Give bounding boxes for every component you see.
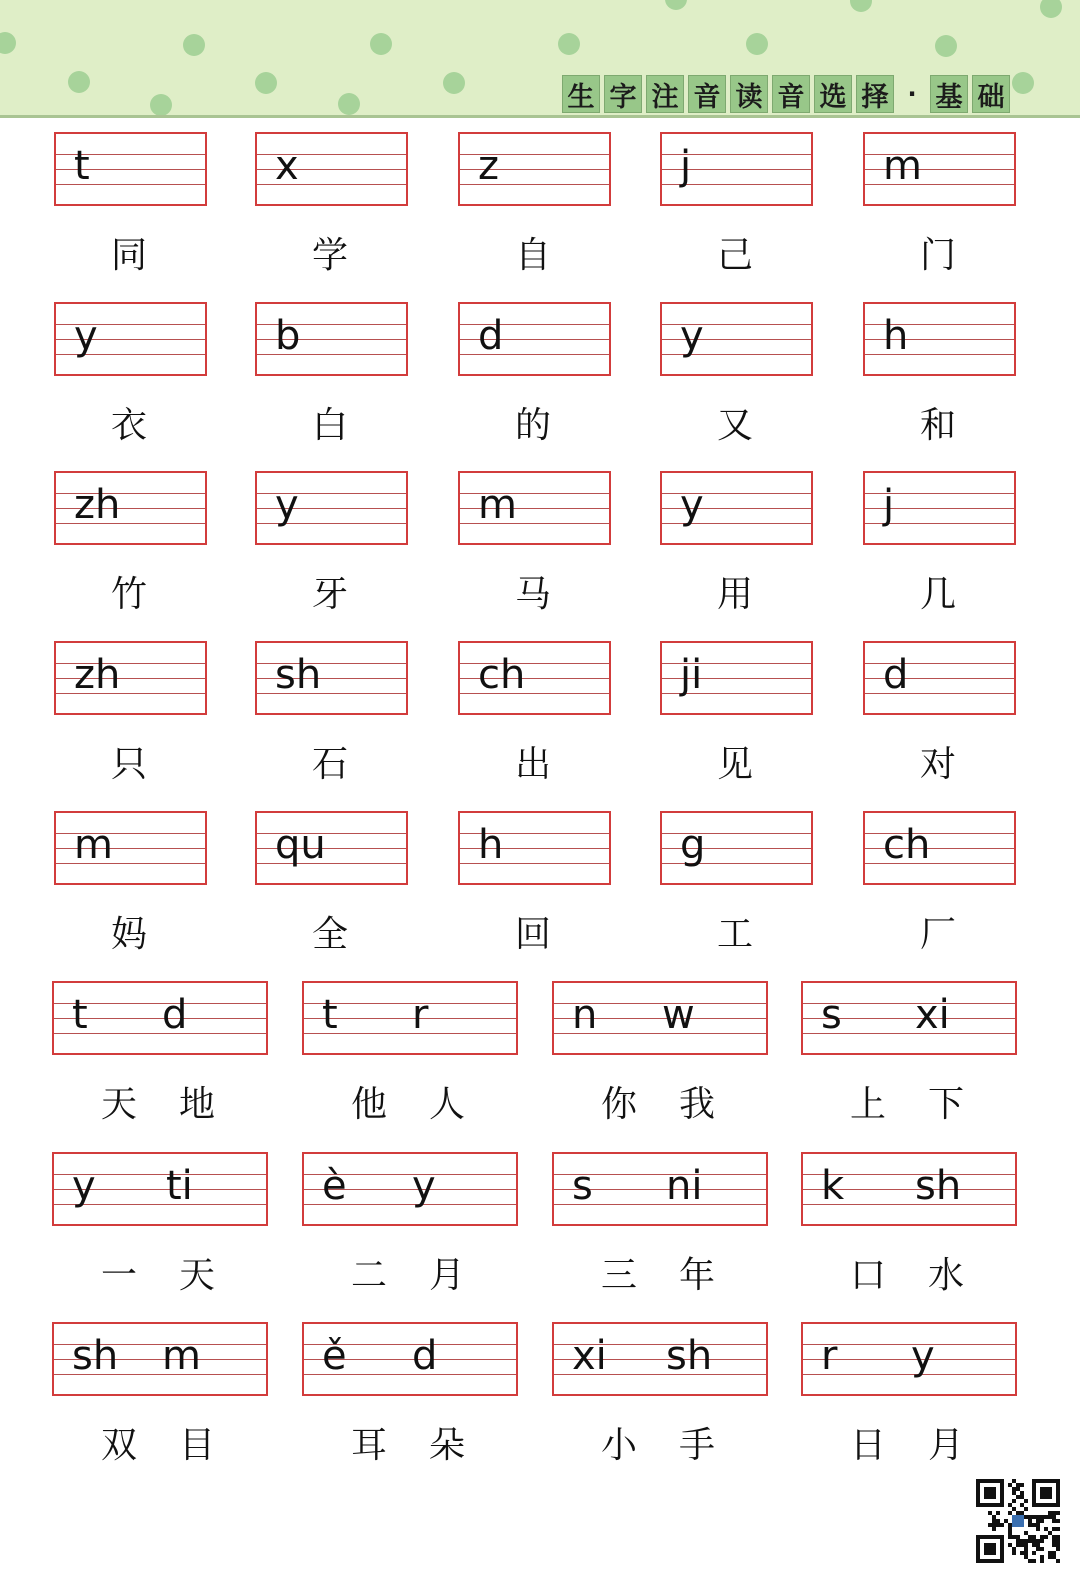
qr-module (1052, 1519, 1056, 1523)
pinyin-initial: ch (883, 822, 931, 868)
qr-module (1044, 1527, 1048, 1531)
qr-module (1012, 1547, 1016, 1551)
qr-module (1040, 1515, 1044, 1519)
qr-module (1040, 1539, 1044, 1543)
hanzi-character: 衣 (110, 405, 147, 446)
qr-module (992, 1527, 996, 1531)
hanzi-character: 全 (311, 914, 348, 955)
qr-module (1020, 1495, 1024, 1499)
pinyin-writing-box[interactable] (255, 471, 408, 545)
pinyin-initial: d (478, 313, 504, 359)
qr-module (1024, 1499, 1028, 1503)
qr-module (1020, 1511, 1024, 1515)
title-separator: · (907, 80, 917, 108)
hanzi-character: 上 (849, 1084, 886, 1125)
pinyin-initial: zh (74, 482, 121, 528)
qr-module (1052, 1511, 1056, 1515)
hanzi-character: 我 (678, 1084, 715, 1125)
qr-module (1008, 1531, 1012, 1535)
hanzi-character: 二 (350, 1255, 387, 1296)
qr-module (1008, 1503, 1012, 1507)
pinyin-initial: y (275, 482, 299, 528)
qr-module (1028, 1523, 1032, 1527)
pinyin-initial: r (821, 1333, 838, 1379)
pinyin-initial: j (680, 143, 692, 189)
pinyin-writing-box[interactable] (660, 471, 813, 545)
qr-module (1012, 1551, 1016, 1555)
qr-module (988, 1511, 992, 1515)
pinyin-writing-box[interactable] (458, 641, 611, 715)
qr-module (1004, 1519, 1008, 1523)
qr-module (1028, 1539, 1032, 1543)
hanzi-character: 己 (716, 235, 753, 276)
qr-module (1040, 1519, 1044, 1523)
pinyin-writing-box[interactable] (801, 981, 1017, 1055)
pinyin-initial: m (74, 822, 113, 868)
pinyin-initial: ji (680, 652, 703, 698)
hanzi-character: 小 (600, 1425, 637, 1466)
hanzi-character: 牙 (311, 574, 348, 615)
pinyin-initial: d (412, 1333, 438, 1379)
pinyin-initial: y (412, 1163, 436, 1209)
pinyin-initial: m (883, 143, 922, 189)
qr-module (1020, 1491, 1024, 1495)
qr-module (1052, 1515, 1056, 1519)
qr-module (1048, 1551, 1052, 1555)
pinyin-writing-box[interactable] (255, 641, 408, 715)
qr-module (1048, 1531, 1052, 1535)
pinyin-initial: xi (572, 1333, 607, 1379)
pinyin-writing-box[interactable] (801, 1322, 1017, 1396)
pinyin-writing-box[interactable] (660, 811, 813, 885)
pinyin-writing-box[interactable] (255, 811, 408, 885)
hanzi-character: 日 (849, 1425, 886, 1466)
hanzi-character: 又 (716, 405, 753, 446)
qr-module (1008, 1535, 1012, 1539)
pinyin-initial: t (74, 143, 90, 189)
pinyin-writing-box[interactable] (863, 641, 1016, 715)
pinyin-initial: z (478, 143, 499, 189)
qr-module (1000, 1523, 1004, 1527)
qr-module (1020, 1543, 1024, 1547)
hanzi-character: 白 (311, 405, 348, 446)
pinyin-initial: n (572, 992, 598, 1038)
qr-module (1036, 1547, 1040, 1551)
hanzi-character: 用 (716, 574, 753, 615)
qr-module (1056, 1539, 1060, 1543)
hanzi-character: 双 (100, 1425, 137, 1466)
pinyin-initial: ě (322, 1333, 347, 1379)
pinyin-initial: g (680, 822, 706, 868)
pinyin-writing-box[interactable] (54, 471, 207, 545)
hanzi-character: 人 (428, 1084, 465, 1125)
hanzi-character: 一 (100, 1255, 137, 1296)
hanzi-character: 自 (514, 235, 551, 276)
qr-module (1024, 1555, 1028, 1559)
hanzi-character: 水 (927, 1255, 964, 1296)
pinyin-initial: y (680, 482, 704, 528)
hanzi-character: 门 (919, 235, 956, 276)
title-char: 音 (772, 75, 810, 113)
pinyin-initial: m (478, 482, 517, 528)
pinyin-initial: qu (275, 822, 326, 868)
qr-module (1024, 1547, 1028, 1551)
hanzi-character: 见 (716, 744, 753, 785)
pinyin-initial: m (162, 1333, 201, 1379)
pinyin-writing-box[interactable] (552, 981, 768, 1055)
qr-module (1008, 1483, 1012, 1487)
pinyin-initial: w (662, 992, 695, 1038)
qr-module (996, 1519, 1000, 1523)
pinyin-initial: y (72, 1163, 96, 1209)
pinyin-writing-box[interactable] (552, 1322, 768, 1396)
qr-module (992, 1515, 996, 1519)
qr-module (1048, 1555, 1052, 1559)
pinyin-writing-box[interactable] (863, 471, 1016, 545)
qr-module (1020, 1503, 1024, 1507)
qr-module (1020, 1483, 1024, 1487)
qr-module (1036, 1515, 1040, 1519)
qr-module (1024, 1543, 1028, 1547)
title-char: 音 (688, 75, 726, 113)
qr-module (1048, 1515, 1052, 1519)
hanzi-character: 天 (178, 1255, 215, 1296)
pinyin-initial: ti (166, 1163, 193, 1209)
qr-module (1032, 1535, 1036, 1539)
qr-module (1032, 1515, 1036, 1519)
pinyin-initial: x (275, 143, 299, 189)
subtitle-char: 基 (930, 75, 968, 113)
subtitle-char: 础 (972, 75, 1010, 113)
pinyin-writing-box[interactable] (52, 981, 268, 1055)
qr-module (1028, 1559, 1032, 1563)
pinyin-initial: sh (666, 1333, 713, 1379)
pinyin-writing-box[interactable] (52, 1152, 268, 1226)
qr-module (1016, 1483, 1020, 1487)
qr-module (1044, 1515, 1048, 1519)
qr-module (1052, 1543, 1056, 1547)
qr-module (1012, 1491, 1016, 1495)
qr-module (1016, 1511, 1020, 1515)
hanzi-character: 同 (110, 235, 147, 276)
qr-module (1056, 1511, 1060, 1515)
pinyin-initial: ni (666, 1163, 703, 1209)
hanzi-character: 你 (600, 1084, 637, 1125)
qr-module (1024, 1507, 1028, 1511)
qr-module (996, 1511, 1000, 1515)
qr-module (1040, 1487, 1052, 1499)
qr-module (1008, 1543, 1012, 1547)
hanzi-character: 目 (178, 1425, 215, 1466)
title-char: 选 (814, 75, 852, 113)
qr-module (1024, 1551, 1028, 1555)
pinyin-writing-box[interactable] (255, 302, 408, 376)
hanzi-character: 出 (514, 744, 551, 785)
hanzi-character: 和 (919, 405, 956, 446)
hanzi-character: 他 (350, 1084, 387, 1125)
pinyin-initial: sh (72, 1333, 119, 1379)
hanzi-character: 对 (919, 744, 956, 785)
hanzi-character: 下 (927, 1084, 964, 1125)
qr-module (1056, 1547, 1060, 1551)
qr-module (1036, 1519, 1040, 1523)
qr-module (1024, 1531, 1028, 1535)
qr-module (992, 1519, 996, 1523)
pinyin-writing-box[interactable] (302, 1322, 518, 1396)
qr-module (1032, 1551, 1036, 1555)
qr-module (1016, 1543, 1020, 1547)
pinyin-writing-box[interactable] (302, 981, 518, 1055)
pinyin-initial: h (478, 822, 504, 868)
qr-module (1048, 1511, 1052, 1515)
pinyin-writing-box[interactable] (863, 302, 1016, 376)
pinyin-writing-box[interactable] (458, 811, 611, 885)
qr-module (1016, 1539, 1020, 1543)
qr-module (1040, 1559, 1044, 1563)
hanzi-character: 月 (927, 1425, 964, 1466)
qr-module (1008, 1511, 1012, 1515)
pinyin-writing-box[interactable] (255, 132, 408, 206)
hanzi-character: 竹 (110, 574, 147, 615)
qr-module (1012, 1487, 1016, 1491)
hanzi-character: 只 (110, 744, 147, 785)
hanzi-character: 几 (919, 574, 956, 615)
pinyin-writing-box[interactable] (660, 302, 813, 376)
pinyin-initial: h (883, 313, 909, 359)
qr-module (1012, 1479, 1016, 1483)
pinyin-initial: y (680, 313, 704, 359)
qr-module (1052, 1551, 1056, 1555)
qr-module (1032, 1559, 1036, 1563)
qr-module (1012, 1499, 1016, 1503)
title-char: 字 (604, 75, 642, 113)
hanzi-character: 的 (514, 405, 551, 446)
qr-module (1040, 1555, 1044, 1559)
pinyin-initial: s (572, 1163, 593, 1209)
qr-module (1020, 1539, 1024, 1543)
pinyin-initial: zh (74, 652, 121, 698)
qr-module (1036, 1539, 1040, 1543)
qr-module (1040, 1535, 1044, 1539)
title-char: 生 (562, 75, 600, 113)
hanzi-character: 厂 (919, 914, 956, 955)
qr-module (1044, 1535, 1048, 1539)
hanzi-character: 耳 (350, 1425, 387, 1466)
title-char: 择 (856, 75, 894, 113)
pinyin-writing-box[interactable] (552, 1152, 768, 1226)
hanzi-character: 口 (849, 1255, 886, 1296)
qr-code (976, 1479, 1060, 1563)
qr-module (1008, 1527, 1012, 1531)
pinyin-initial: sh (275, 652, 322, 698)
pinyin-writing-box[interactable] (52, 1322, 268, 1396)
qr-module (1028, 1519, 1032, 1523)
pinyin-initial: j (883, 482, 895, 528)
pinyin-initial: t (322, 992, 338, 1038)
pinyin-initial: k (821, 1163, 845, 1209)
title-char: 读 (730, 75, 768, 113)
qr-module (1028, 1515, 1032, 1519)
qr-module (1012, 1515, 1024, 1527)
hanzi-character: 马 (514, 574, 551, 615)
qr-module (1012, 1507, 1016, 1511)
pinyin-writing-box[interactable] (458, 302, 611, 376)
hanzi-character: 月 (428, 1255, 465, 1296)
pinyin-initial: xi (915, 992, 950, 1038)
pinyin-writing-box[interactable] (801, 1152, 1017, 1226)
hanzi-character: 石 (311, 744, 348, 785)
pinyin-writing-box[interactable] (458, 471, 611, 545)
qr-module (1032, 1539, 1036, 1543)
pinyin-writing-box[interactable] (54, 302, 207, 376)
pinyin-initial: t (72, 992, 88, 1038)
hanzi-character: 朵 (428, 1425, 465, 1466)
pinyin-initial: y (74, 313, 98, 359)
pinyin-initial: d (162, 992, 188, 1038)
qr-module (984, 1487, 996, 1499)
pinyin-writing-box[interactable] (863, 132, 1016, 206)
pinyin-writing-box[interactable] (54, 132, 207, 206)
qr-module (1028, 1535, 1032, 1539)
title-char: 注 (646, 75, 684, 113)
qr-module (1016, 1495, 1020, 1499)
qr-module (1056, 1527, 1060, 1531)
qr-module (1032, 1523, 1036, 1527)
hanzi-character: 地 (178, 1084, 215, 1125)
pinyin-writing-box[interactable] (660, 132, 813, 206)
qr-module (1024, 1539, 1028, 1543)
hanzi-character: 年 (678, 1255, 715, 1296)
pinyin-initial: y (911, 1333, 935, 1379)
qr-module (984, 1543, 996, 1555)
qr-module (1040, 1547, 1044, 1551)
qr-module (1056, 1559, 1060, 1563)
qr-module (1052, 1535, 1056, 1539)
hanzi-character: 妈 (110, 914, 147, 955)
hanzi-character: 三 (600, 1255, 637, 1296)
pinyin-initial: sh (915, 1163, 962, 1209)
pinyin-initial: d (883, 652, 909, 698)
pinyin-writing-box[interactable] (660, 641, 813, 715)
qr-module (1056, 1535, 1060, 1539)
qr-module (1052, 1555, 1056, 1559)
qr-module (1052, 1539, 1056, 1543)
qr-module (1052, 1527, 1056, 1531)
pinyin-initial: ch (478, 652, 526, 698)
qr-module (1016, 1535, 1020, 1539)
qr-module (1036, 1527, 1040, 1531)
pinyin-initial: s (821, 992, 842, 1038)
pinyin-writing-box[interactable] (458, 132, 611, 206)
hanzi-character: 手 (678, 1425, 715, 1466)
hanzi-character: 天 (100, 1084, 137, 1125)
qr-module (1036, 1543, 1040, 1547)
pinyin-writing-box[interactable] (54, 641, 207, 715)
qr-module (992, 1523, 996, 1527)
pinyin-initial: r (412, 992, 429, 1038)
pinyin-initial: b (275, 313, 301, 359)
pinyin-writing-box[interactable] (54, 811, 207, 885)
hanzi-character: 学 (311, 235, 348, 276)
qr-module (1012, 1535, 1016, 1539)
qr-module (1020, 1551, 1024, 1555)
qr-module (996, 1523, 1000, 1527)
pinyin-initial: è (322, 1163, 347, 1209)
qr-module (1056, 1519, 1060, 1523)
pinyin-writing-box[interactable] (302, 1152, 518, 1226)
qr-module (1024, 1515, 1028, 1519)
qr-module (1032, 1543, 1036, 1547)
hanzi-character: 回 (514, 914, 551, 955)
qr-module (1036, 1523, 1040, 1527)
hanzi-character: 工 (716, 914, 753, 955)
qr-module (1056, 1543, 1060, 1547)
qr-module (1016, 1487, 1020, 1491)
qr-module (1008, 1523, 1012, 1527)
qr-module (988, 1523, 992, 1527)
pinyin-writing-box[interactable] (863, 811, 1016, 885)
